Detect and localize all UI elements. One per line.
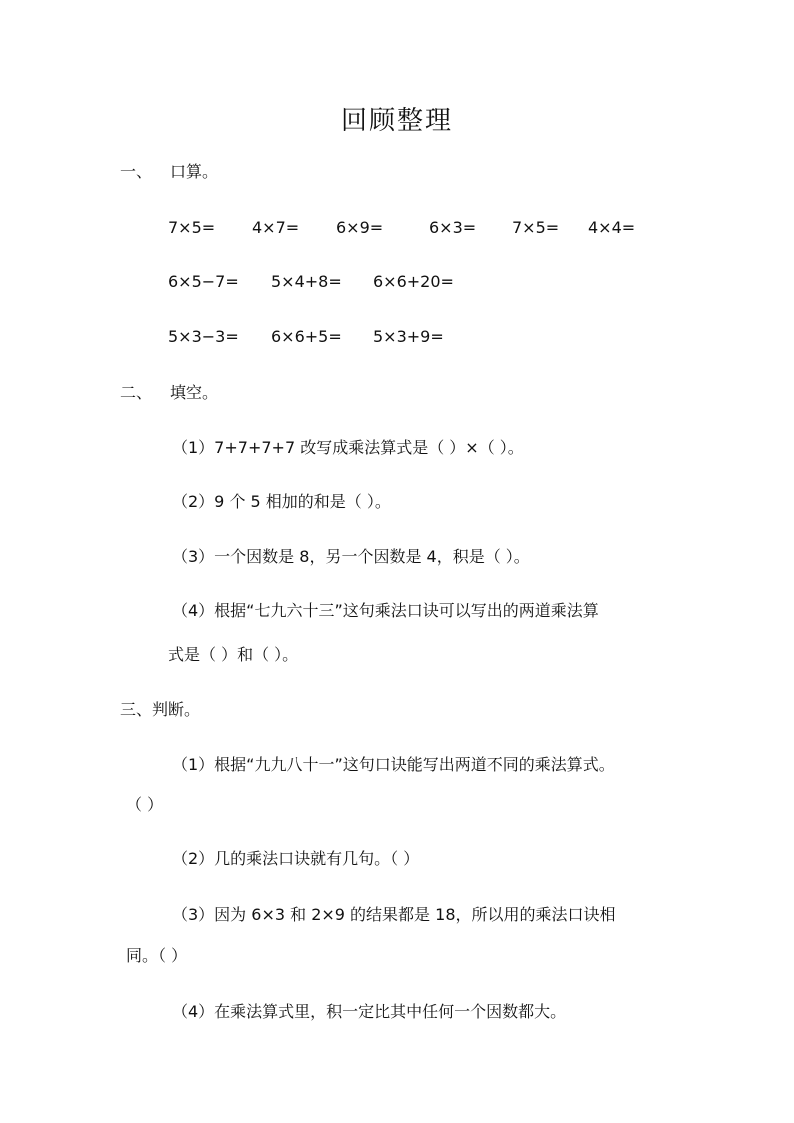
section-3-heading: 三、判断。 [120,700,201,719]
page-title: 回顾整理 [340,106,453,136]
section-1-heading [120,162,218,182]
fill-question-4-line-2: 式是（ ）和（ ）。 [168,645,299,664]
judge-question-1-line-1: （1）根据“九九八十一”这句口诀能写出两道不同的乘法算式。 [172,755,615,774]
judge-question-4: （4）在乘法算式里，积一定比其中任何一个因数都大。 [172,1002,567,1021]
judge-question-1-line-2: （ ） [126,795,164,814]
section-2-heading [120,383,218,403]
section-1-number: 一、 [120,162,153,181]
oral-item: 5×3+9= [373,327,444,346]
fill-question-4-line-1: （4）根据“七九六十三”这句乘法口诀可以写出的两道乘法算 [172,601,599,620]
oral-item: 6×9= [336,218,384,237]
oral-item: 4×4= [588,218,636,237]
oral-item: 6×6+20= [373,272,454,291]
oral-item: 7×5= [168,218,216,237]
judge-question-3-line-1: （3）因为 6×3 和 2×9 的结果都是 18，所以用的乘法口诀相 [172,905,616,924]
oral-item: 6×3= [429,218,477,237]
judge-question-2: （2）几的乘法口诀就有几句。（ ） [172,849,420,868]
oral-item: 5×4+8= [271,272,342,291]
judge-question-3-line-2: 同。（ ） [126,946,188,965]
oral-item: 7×5= [512,218,560,237]
fill-question-3: （3）一个因数是 8，另一个因数是 4，积是（ ）。 [172,547,530,566]
section-2-number: 二、 [120,383,153,402]
section-1-title: 口算。 [170,162,219,181]
section-2-title: 填空。 [170,383,219,402]
fill-question-1: （1）7+7+7+7 改写成乘法算式是（ ）×（ ）。 [172,438,524,457]
oral-item: 6×6+5= [271,327,342,346]
oral-item: 6×5−7= [168,272,239,291]
oral-item: 4×7= [252,218,300,237]
fill-question-2: （2）9 个 5 相加的和是（ ）。 [172,492,391,511]
oral-item: 5×3−3= [168,327,239,346]
